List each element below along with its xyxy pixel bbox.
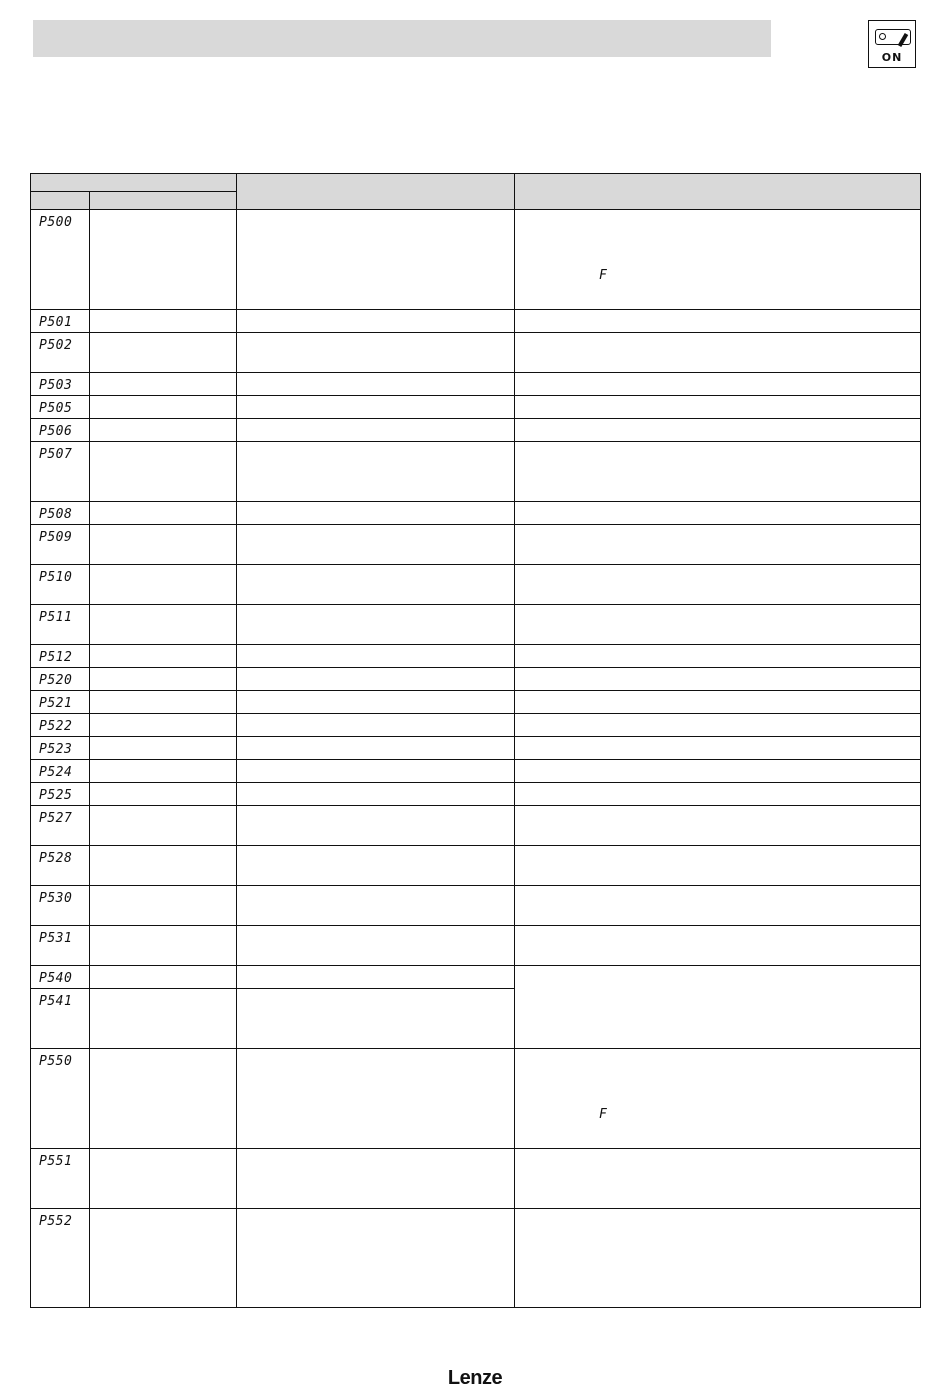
parameter-notes [515,373,921,396]
on-label: ON [881,51,903,64]
table-row [31,565,921,605]
parameter-notes [515,210,921,310]
parameter-notes [515,645,921,668]
parameter-code: P531 [31,926,90,966]
parameter-code: P512 [31,645,90,668]
parameter-notes [515,668,921,691]
parameter-code: P503 [31,373,90,396]
parameter-setting [237,333,515,373]
parameter-notes [515,691,921,714]
parameter-notes [515,1209,921,1308]
parameter-notes [515,714,921,737]
parameter-name [90,1049,237,1149]
parameter-name [90,760,237,783]
table-row [31,783,921,806]
table-row [31,502,921,525]
table-row [31,373,921,396]
parameter-code: P509 [31,525,90,565]
parameter-setting [237,565,515,605]
parameter-name [90,333,237,373]
parameter-notes [515,442,921,502]
parameter-setting [237,396,515,419]
header-setting [237,174,515,210]
parameter-notes [515,502,921,525]
parameter-setting [237,373,515,396]
switch-body [875,29,911,45]
parameter-name [90,714,237,737]
parameter-setting [237,419,515,442]
parameter-setting [237,737,515,760]
parameter-setting [237,605,515,645]
parameter-notes [515,1049,921,1149]
table-row [31,1049,921,1149]
parameter-name [90,846,237,886]
parameter-notes [515,846,921,886]
parameter-notes [515,419,921,442]
parameter-name [90,737,237,760]
parameter-notes [515,886,921,926]
parameter-code: P520 [31,668,90,691]
parameter-code: P523 [31,737,90,760]
parameter-setting [237,210,515,310]
table-row [31,525,921,565]
parameter-setting [237,886,515,926]
header-bar [33,20,771,57]
parameter-code: P525 [31,783,90,806]
parameter-name [90,668,237,691]
parameter-setting [237,502,515,525]
parameter-setting [237,645,515,668]
parameter-notes [515,396,921,419]
parameter-name [90,645,237,668]
parameter-setting [237,926,515,966]
parameter-name [90,1209,237,1308]
table-row [31,806,921,846]
parameter-setting [237,310,515,333]
parameter-name [90,783,237,806]
parameter-code: P507 [31,442,90,502]
table-row [31,442,921,502]
table-row [31,691,921,714]
table-row [31,714,921,737]
header-code [31,192,90,210]
parameter-setting [237,1149,515,1209]
table-row [31,760,921,783]
parameter-setting [237,806,515,846]
parameter-name [90,691,237,714]
table-row [31,396,921,419]
lenze-logo: Lenze [447,1367,503,1389]
parameter-name [90,926,237,966]
parameter-notes [515,926,921,966]
f-mark: F [599,268,607,283]
parameter-name [90,806,237,846]
table-row [31,210,921,310]
parameter-name [90,310,237,333]
parameter-name [90,525,237,565]
parameter-code: P506 [31,419,90,442]
switch-lever [898,33,908,47]
parameter-code: P540 [31,966,90,989]
parameter-code: P541 [31,989,90,1049]
parameter-setting [237,1209,515,1308]
table-row [31,333,921,373]
parameter-code: P522 [31,714,90,737]
parameter-setting [237,714,515,737]
parameter-notes [515,1149,921,1209]
header-notes [515,174,921,210]
parameter-setting [237,691,515,714]
parameter-table [30,173,921,1308]
parameter-setting [237,989,515,1049]
parameter-name [90,886,237,926]
table-body [31,210,921,1308]
parameter-notes [515,310,921,333]
table-row [31,419,921,442]
parameter-notes [515,333,921,373]
table-row [31,1209,921,1308]
parameter-name [90,605,237,645]
parameter-name [90,419,237,442]
parameter-setting [237,760,515,783]
parameter-notes [515,966,921,1049]
parameter-code: P524 [31,760,90,783]
parameter-setting [237,966,515,989]
parameter-code: P550 [31,1049,90,1149]
table-row [31,605,921,645]
table-row [31,966,921,989]
parameter-name [90,1149,237,1209]
parameter-notes [515,605,921,645]
parameter-code: P501 [31,310,90,333]
table-row [31,645,921,668]
table-row [31,846,921,886]
table-row [31,1149,921,1209]
parameter-code: P510 [31,565,90,605]
parameter-notes [515,760,921,783]
switch-dot [879,33,886,40]
parameter-name [90,989,237,1049]
parameter-code: P505 [31,396,90,419]
parameter-name [90,442,237,502]
parameter-setting [237,1049,515,1149]
parameter-code: P511 [31,605,90,645]
parameter-code: P530 [31,886,90,926]
parameter-code: P502 [31,333,90,373]
parameter-code: P527 [31,806,90,846]
parameter-name [90,210,237,310]
parameter-notes [515,806,921,846]
parameter-notes [515,525,921,565]
parameter-notes [515,565,921,605]
power-switch-on-icon [868,20,916,68]
table-row [31,926,921,966]
header-name [90,192,237,210]
parameter-name [90,966,237,989]
parameter-name [90,502,237,525]
table-row [31,737,921,760]
parameter-code: P521 [31,691,90,714]
parameter-name [90,396,237,419]
table-row [31,668,921,691]
parameter-setting [237,846,515,886]
header-parameter [31,174,237,192]
parameter-code: P500 [31,210,90,310]
parameter-code: P528 [31,846,90,886]
parameter-code: P552 [31,1209,90,1308]
parameter-setting [237,525,515,565]
parameter-code: P551 [31,1149,90,1209]
parameter-code: P508 [31,502,90,525]
parameter-notes [515,783,921,806]
f-mark: F [599,1107,607,1122]
parameter-name [90,565,237,605]
parameter-setting [237,783,515,806]
parameter-setting [237,442,515,502]
table-row [31,886,921,926]
table-row [31,310,921,333]
parameter-setting [237,668,515,691]
parameter-name [90,373,237,396]
parameter-notes [515,737,921,760]
